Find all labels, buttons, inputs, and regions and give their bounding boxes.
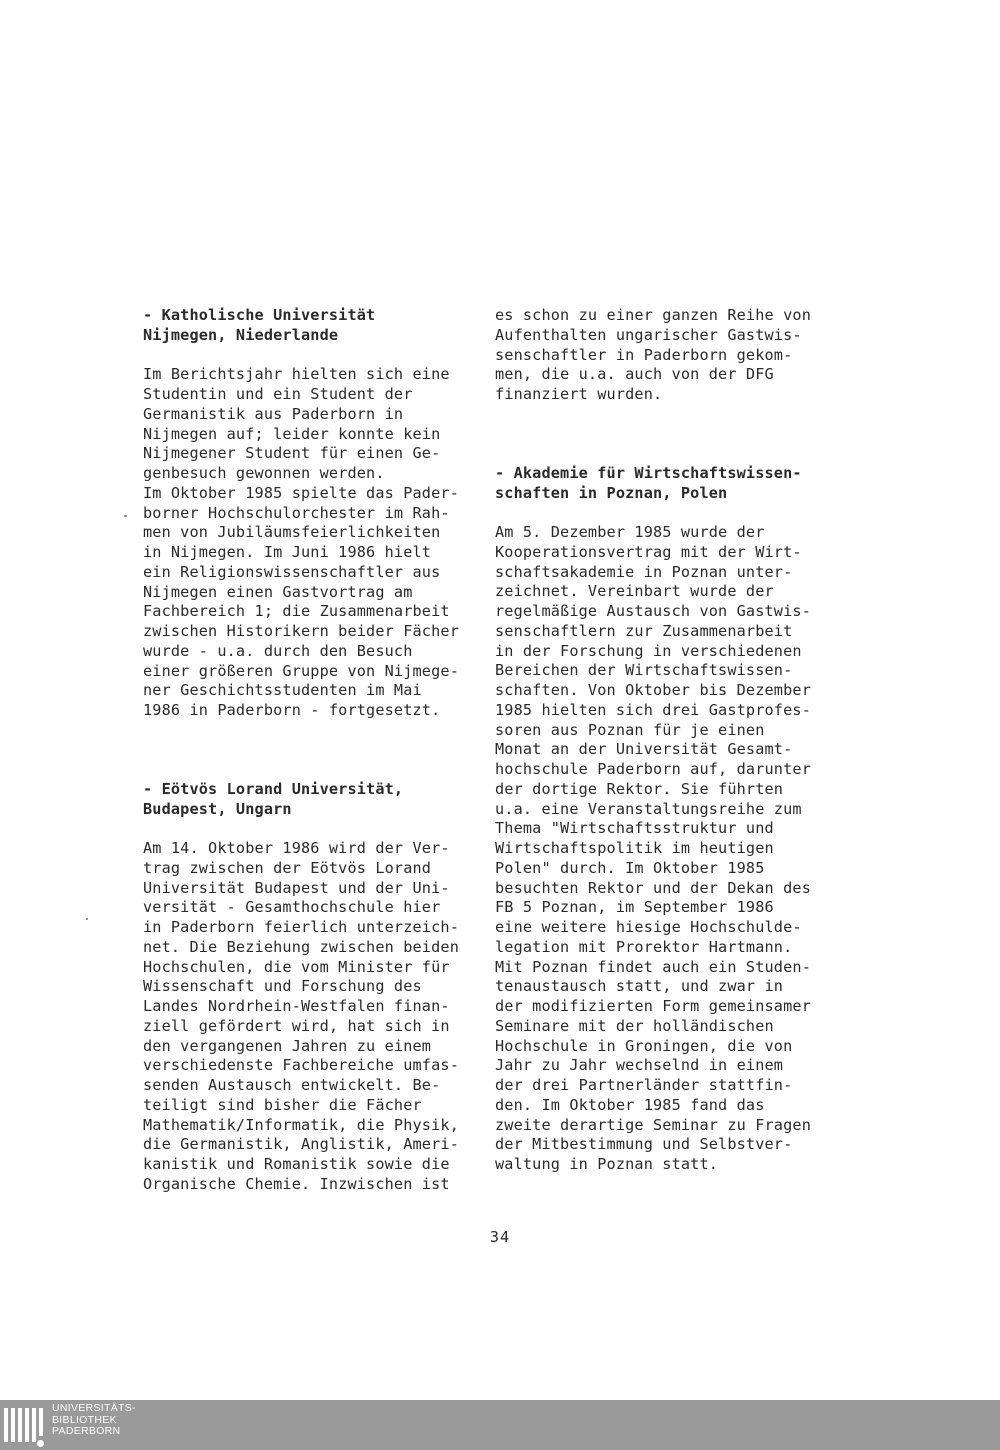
text-line: regelmäßige Austausch von Gastwis- (495, 602, 811, 620)
text-line: Landes Nordrhein-Westfalen finan- (143, 997, 450, 1015)
right-column (495, 306, 840, 1175)
text-line: Bereichen der Wirtschaftswissen- (495, 661, 793, 680)
logo-line: BIBLIOTHEK (52, 1413, 117, 1426)
heading-line: - Katholische Universität (143, 306, 376, 324)
text-line: hochschule Paderborn auf, darunter (495, 760, 811, 778)
text-line: Universität Budapest und der Uni- (143, 878, 450, 897)
text-line: den. Im Oktober 1985 fand das (495, 1095, 765, 1114)
text-line: der drei Partnerländer stattfin- (495, 1076, 793, 1094)
section-body-poznan (495, 523, 840, 1175)
text-line: FB 5 Poznan, im September 1986 (495, 898, 774, 917)
text-line: finanziert wurden. (495, 385, 663, 403)
text-line: Mit Poznan findet auch ein Studen- (495, 957, 811, 976)
text-line: einer größeren Gruppe von Nijmege- (143, 661, 459, 680)
text-line: besuchten Rektor und der Dekan des (495, 878, 811, 897)
text-line: Germanistik aus Paderborn in (143, 404, 404, 423)
text-line: Hochschule in Groningen, die von (495, 1036, 793, 1055)
text-line: kanistik und Romanistik sowie die (143, 1155, 450, 1173)
text-line: senden Austausch entwickelt. Be- (143, 1076, 441, 1094)
section-heading-nijmegen (143, 306, 488, 346)
text-line: senschaftler in Paderborn gekom- (495, 345, 793, 364)
text-line: Wirtschaftspolitik im heutigen (495, 839, 774, 857)
text-line: waltung in Poznan statt. (495, 1155, 719, 1173)
section-heading-budapest (143, 780, 488, 820)
text-line: Polen" durch. Im Oktober 1985 (495, 858, 765, 877)
text-line: Studentin und ein Student der (143, 385, 413, 403)
text-line: der Mitbestimmung und Selbstver- (495, 1135, 793, 1154)
text-line: Im Berichtsjahr hielten sich eine (143, 365, 450, 384)
text-line: in Paderborn feierlich unterzeich- (143, 918, 459, 936)
text-line: senschaftlern zur Zusammenarbeit (495, 621, 793, 640)
section-heading-poznan (495, 464, 840, 504)
text-line: Nijmegen einen Gastvortrag am (143, 582, 413, 601)
page-number: 34 (489, 1228, 511, 1246)
text-line: ner Geschichtsstudenten im Mai (143, 681, 422, 700)
text-line: den vergangenen Jahren zu einem (143, 1036, 432, 1055)
logo-line: UNIVERSITÄTS- (52, 1402, 136, 1414)
text-line: verschiedenste Fachbereiche umfas- (143, 1056, 459, 1075)
text-line: Hochschulen, die vom Minister für (143, 957, 450, 976)
text-line: 1985 hielten sich drei Gastprofes- (495, 700, 811, 719)
text-line: Im Oktober 1985 spielte das Pader- (143, 483, 459, 502)
text-line: in der Forschung in verschiedenen (495, 641, 802, 660)
text-line: legation mit Prorektor Hartmann. (495, 937, 793, 956)
text-line: men von Jubiläumsfeierlichkeiten (143, 523, 441, 542)
text-line: u.a. eine Veranstaltungsreihe zum (495, 799, 802, 818)
text-line: borner Hochschulorchester im Rah- (143, 503, 450, 522)
text-line: zweite derartige Seminar zu Fragen (495, 1115, 811, 1134)
text-line: tenaustausch statt, und zwar in (495, 977, 784, 996)
heading-line: Budapest, Ungarn (143, 799, 292, 818)
text-line: Jahr zu Jahr wechselnd in einem (495, 1056, 784, 1075)
heading-line: - Akademie für Wirtschaftswissen- (495, 463, 802, 482)
text-line: genbesuch gewonnen werden. (143, 464, 385, 482)
text-line: Mathematik/Informatik, die Physik, (143, 1115, 459, 1134)
text-line: die Germanistik, Anglistik, Ameri- (143, 1135, 459, 1154)
text-line: in Nijmegen. Im Juni 1986 hielt (143, 543, 432, 561)
text-line: trag zwischen der Eötvös Lorand (143, 858, 432, 877)
text-line: Kooperationsvertrag mit der Wirt- (495, 542, 802, 561)
section-body-nijmegen (143, 365, 488, 721)
text-line: Thema "Wirtschaftsstruktur und (495, 819, 774, 838)
scan-speck (86, 918, 88, 920)
text-line: versität - Gesamthochschule hier (143, 898, 441, 917)
text-line: Nijmegen auf; leider konnte kein (143, 424, 441, 443)
text-line: ein Religionswissenschaftler aus (143, 562, 441, 581)
scan-speck (124, 515, 127, 517)
heading-line: schaften in Poznan, Polen (495, 483, 728, 502)
text-line: Organische Chemie. Inzwischen ist (143, 1174, 450, 1193)
text-line: schaften. Von Oktober bis Dezember (495, 681, 811, 699)
library-logo-text (52, 1403, 136, 1438)
logo-line: PADERBORN (52, 1425, 121, 1438)
text-line: men, die u.a. auch von der DFG (495, 365, 774, 384)
text-line: 1986 in Paderborn - fortgesetzt. (143, 701, 441, 719)
text-line: zwischen Historikern beider Fächer (143, 622, 459, 640)
text-line: Seminare mit der holländischen (495, 1016, 774, 1035)
text-line: schaftsakademie in Poznan unter- (495, 562, 793, 581)
left-column (143, 306, 488, 1195)
text-line: teiligt sind bisher die Fächer (143, 1095, 422, 1114)
text-line: Nijmegener Student für einen Ge- (143, 444, 441, 463)
text-line: der dortige Rektor. Sie führten (495, 779, 784, 798)
text-line: Am 5. Dezember 1985 wurde der (495, 523, 765, 541)
library-footer-bar (0, 1400, 1000, 1450)
text-line: Fachbereich 1; die Zusammenarbeit (143, 602, 450, 621)
heading-line: - Eötvös Lorand Universität, (143, 779, 404, 798)
section-body-budapest (143, 839, 488, 1195)
text-line: eine weitere hiesige Hochschulde- (495, 918, 802, 936)
text-line: soren aus Poznan für je einen (495, 720, 765, 739)
text-line: wurde - u.a. durch den Besuch (143, 641, 413, 660)
text-line: es schon zu einer ganzen Reihe von (495, 306, 811, 324)
library-logo-icon (0, 1402, 46, 1444)
text-line: Monat an der Universität Gesamt- (495, 740, 793, 759)
text-line: ziell gefördert wird, hat sich in (143, 1016, 450, 1035)
text-line: zeichnet. Vereinbart wurde der (495, 582, 774, 601)
text-line: Wissenschaft und Forschung des (143, 977, 422, 996)
text-line: Am 14. Oktober 1986 wird der Ver- (143, 839, 450, 857)
text-line: der modifizierten Form gemeinsamer (495, 997, 811, 1015)
text-line: net. Die Beziehung zwischen beiden (143, 937, 459, 956)
heading-line: Nijmegen, Niederlande (143, 325, 339, 344)
section-body-budapest-continued (495, 306, 840, 405)
text-line: Aufenthalten ungarischer Gastwis- (495, 325, 802, 344)
